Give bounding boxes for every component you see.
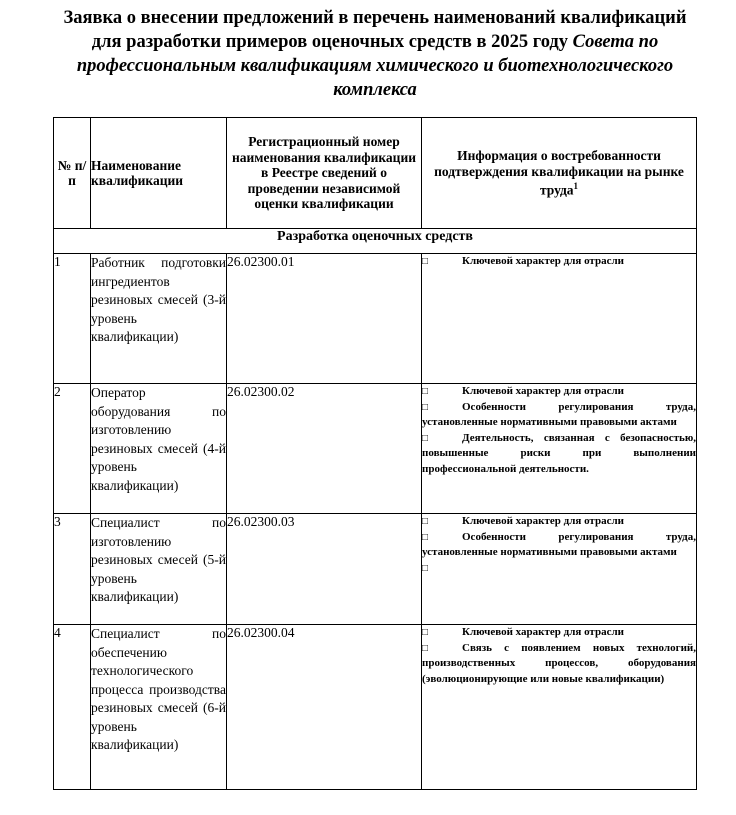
title-line-2-normal: для разработки примеров оценочных средств в 2025 году xyxy=(91,32,573,52)
header-num: № п/п xyxy=(54,118,91,229)
demand-item-label: Ключевой характер для отрасли xyxy=(462,515,624,527)
title-line-2-italic: Совета по xyxy=(572,32,659,52)
section-title: Разработка оценочных средств xyxy=(54,229,697,254)
demand-item xyxy=(422,561,696,577)
qualification-name: Специалист по обеспечению технологического процесса производства резиновых смесей (6-й уровень квалификации) xyxy=(91,625,227,790)
registration-number: 26.02300.04 xyxy=(227,625,422,790)
demand-info xyxy=(422,254,697,384)
empty-checkbox-icon: □ xyxy=(422,642,429,654)
section-row xyxy=(54,229,697,254)
row-number: 1 xyxy=(54,254,91,384)
empty-checkbox-icon: □ xyxy=(422,562,429,574)
title-line-2 xyxy=(40,30,710,54)
qualification-name: Специалист по изготовлению резиновых смесей (5-й уровень квалификации) xyxy=(91,514,227,625)
table-row xyxy=(54,625,697,790)
registration-number: 26.02300.03 xyxy=(227,514,422,625)
registration-number: 26.02300.02 xyxy=(227,384,422,514)
table-row xyxy=(54,254,697,384)
header-info-text: Информация о востребованности подтверждения квалификации на рынке труда xyxy=(434,148,684,198)
footnote-mark: 1 xyxy=(573,181,579,191)
header-name: Наименование квалификации xyxy=(91,118,227,229)
demand-item xyxy=(422,514,696,530)
qualification-table xyxy=(53,117,697,790)
demand-item xyxy=(422,384,696,400)
empty-checkbox-icon: □ xyxy=(422,531,429,543)
demand-info xyxy=(422,514,697,625)
demand-item xyxy=(422,400,696,431)
demand-item-label: Деятельность, связанная с безопасностью, повышенные риски при выполнении профессиональной деятельности. xyxy=(422,431,696,475)
demand-item-label: Особенности регулирования труда, установленные нормативными правовыми актами xyxy=(422,400,696,428)
qualification-name: Оператор оборудования по изготовлению резиновых смесей (4-й уровень квалификации) xyxy=(91,384,227,514)
empty-checkbox-icon: □ xyxy=(422,627,429,638)
table-row xyxy=(54,514,697,625)
row-number: 4 xyxy=(54,625,91,790)
demand-item xyxy=(422,641,696,688)
header-reg: Регистрационный номер наименования квалификации в Реестре сведений о проведении независимой оценки квалификации xyxy=(227,118,422,229)
demand-item xyxy=(422,530,696,561)
title-line-4: комплекса xyxy=(333,80,417,100)
demand-item-label: Особенности регулирования труда, установленные нормативными правовыми актами xyxy=(422,530,696,558)
demand-item xyxy=(422,625,696,641)
demand-item-label: Ключевой характер для отрасли xyxy=(462,255,624,267)
registration-number: 26.02300.01 xyxy=(227,254,422,384)
title-line-1: Заявка о внесении предложений в перечень наименований квалификаций xyxy=(63,8,687,28)
empty-checkbox-icon: □ xyxy=(422,256,429,267)
demand-info xyxy=(422,625,697,790)
demand-info xyxy=(422,384,697,514)
demand-item xyxy=(422,254,696,270)
table-header-row xyxy=(54,118,697,229)
empty-checkbox-icon: □ xyxy=(422,516,429,527)
row-number: 3 xyxy=(54,514,91,625)
header-info xyxy=(422,118,697,229)
demand-item-label: Ключевой характер для отрасли xyxy=(462,626,624,638)
empty-checkbox-icon: □ xyxy=(422,386,429,397)
demand-item-label: Ключевой характер для отрасли xyxy=(462,385,624,397)
qualification-name: Работник подготовки ингредиентов резиновых смесей (3-й уровень квалификации) xyxy=(91,254,227,384)
demand-item-label: Связь с появлением новых технологий, производственных процессов, оборудования (эволюционирующие или новые квалификации) xyxy=(422,641,696,685)
demand-item xyxy=(422,431,696,478)
empty-checkbox-icon: □ xyxy=(422,432,429,444)
table-row xyxy=(54,384,697,514)
title-line-3: профессиональным квалификациям химического и биотехнологического xyxy=(76,56,674,76)
empty-checkbox-icon: □ xyxy=(422,401,429,413)
row-number: 2 xyxy=(54,384,91,514)
document-title xyxy=(40,6,710,102)
